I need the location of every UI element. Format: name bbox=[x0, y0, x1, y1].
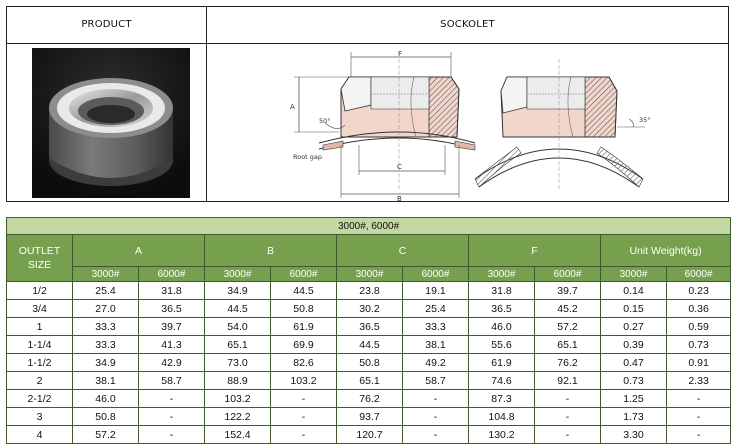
dimension-cell: 23.8 bbox=[337, 282, 403, 300]
dimension-cell: 0.73 bbox=[667, 336, 731, 354]
dimension-cell: 152.4 bbox=[205, 426, 271, 444]
dimension-cell: 36.5 bbox=[469, 300, 535, 318]
dimension-cell: 76.2 bbox=[337, 390, 403, 408]
right-section-view bbox=[475, 59, 651, 189]
dimension-cell: - bbox=[667, 390, 731, 408]
outlet-size-cell: 2-1/2 bbox=[7, 390, 73, 408]
header-divider bbox=[7, 43, 728, 44]
pressure-class-header: 6000# bbox=[667, 267, 731, 282]
dimension-cell: 36.5 bbox=[139, 300, 205, 318]
dimension-cell: 3.30 bbox=[601, 426, 667, 444]
dimension-cell: 0.14 bbox=[601, 282, 667, 300]
group-header: A bbox=[73, 235, 205, 267]
pressure-class-header: 3000# bbox=[337, 267, 403, 282]
dimension-cell: 19.1 bbox=[403, 282, 469, 300]
table-row bbox=[7, 354, 731, 372]
dimension-cell: 33.3 bbox=[73, 336, 139, 354]
dimension-cell: 31.8 bbox=[139, 282, 205, 300]
dimension-cell: 25.4 bbox=[73, 282, 139, 300]
dimension-cell: 49.2 bbox=[403, 354, 469, 372]
table-row bbox=[7, 408, 731, 426]
dimension-cell: 45.2 bbox=[535, 300, 601, 318]
group-header: Unit Weight(kg) bbox=[601, 235, 731, 267]
dim-label-f: F bbox=[398, 50, 403, 58]
table-row bbox=[7, 336, 731, 354]
dimension-cell: 104.8 bbox=[469, 408, 535, 426]
dimension-cell: 76.2 bbox=[535, 354, 601, 372]
dimension-cell: - bbox=[667, 408, 731, 426]
dimension-cell: - bbox=[535, 408, 601, 426]
sockolet-diagram bbox=[279, 49, 719, 204]
dimension-cell: 92.1 bbox=[535, 372, 601, 390]
dimension-cell: 103.2 bbox=[271, 372, 337, 390]
table-row bbox=[7, 282, 731, 300]
group-header: F bbox=[469, 235, 601, 267]
dimension-cell: 0.15 bbox=[601, 300, 667, 318]
dimension-cell: 65.1 bbox=[535, 336, 601, 354]
dimension-cell: 61.9 bbox=[469, 354, 535, 372]
dimension-cell: 41.3 bbox=[139, 336, 205, 354]
product-header: PRODUCT bbox=[81, 19, 132, 30]
dimension-cell: 120.7 bbox=[337, 426, 403, 444]
dimension-cell: 46.0 bbox=[469, 318, 535, 336]
dimension-cell: 88.9 bbox=[205, 372, 271, 390]
dimension-cell: 38.1 bbox=[73, 372, 139, 390]
outlet-size-header: OUTLET SIZE bbox=[7, 235, 73, 282]
dimension-cell: 39.7 bbox=[535, 282, 601, 300]
dimension-cell: - bbox=[139, 390, 205, 408]
pressure-class-header: 3000# bbox=[601, 267, 667, 282]
dimension-cell: 65.1 bbox=[337, 372, 403, 390]
dimension-cell: 27.0 bbox=[73, 300, 139, 318]
pressure-class-header: 6000# bbox=[139, 267, 205, 282]
dimension-cell: - bbox=[403, 390, 469, 408]
root-gap-label: Root gap bbox=[293, 153, 323, 161]
table-row bbox=[7, 390, 731, 408]
dimension-cell: 34.9 bbox=[205, 282, 271, 300]
dimension-cell: 25.4 bbox=[403, 300, 469, 318]
outlet-size-cell: 1-1/4 bbox=[7, 336, 73, 354]
outlet-size-cell: 4 bbox=[7, 426, 73, 444]
dimension-cell: 87.3 bbox=[469, 390, 535, 408]
outlet-size-cell: 1-1/2 bbox=[7, 354, 73, 372]
pressure-class-header: 6000# bbox=[403, 267, 469, 282]
dimension-cell: 33.3 bbox=[73, 318, 139, 336]
dimension-cell: 58.7 bbox=[139, 372, 205, 390]
dimension-cell: 0.47 bbox=[601, 354, 667, 372]
dimension-cell: 44.5 bbox=[337, 336, 403, 354]
angle-label-right: 35° bbox=[639, 116, 651, 124]
dimension-cell: - bbox=[139, 408, 205, 426]
sockolet-header: SOCKOLET bbox=[440, 19, 495, 30]
outlet-size-cell: 2 bbox=[7, 372, 73, 390]
pressure-class-header: 3000# bbox=[469, 267, 535, 282]
dimension-cell: 39.7 bbox=[139, 318, 205, 336]
dimension-cell: 82.6 bbox=[271, 354, 337, 372]
angle-label-left: 50° bbox=[319, 117, 331, 125]
dimension-cell: 55.6 bbox=[469, 336, 535, 354]
dimension-cell: 0.23 bbox=[667, 282, 731, 300]
group-header: B bbox=[205, 235, 337, 267]
dimension-cell: 73.0 bbox=[205, 354, 271, 372]
dimension-cell: 44.5 bbox=[205, 300, 271, 318]
dimension-cell: 36.5 bbox=[337, 318, 403, 336]
dimension-cell: 103.2 bbox=[205, 390, 271, 408]
dimension-cell: - bbox=[535, 426, 601, 444]
outlet-size-cell: 1 bbox=[7, 318, 73, 336]
pressure-class-header: 6000# bbox=[271, 267, 337, 282]
dimension-cell: 31.8 bbox=[469, 282, 535, 300]
product-table bbox=[6, 6, 729, 202]
dimension-cell: 34.9 bbox=[73, 354, 139, 372]
dimension-cell: 2.33 bbox=[667, 372, 731, 390]
dimension-cell: 65.1 bbox=[205, 336, 271, 354]
pressure-class-header: 6000# bbox=[535, 267, 601, 282]
dimension-cell: 33.3 bbox=[403, 318, 469, 336]
dimension-cell: 44.5 bbox=[271, 282, 337, 300]
dimension-cell: 93.7 bbox=[337, 408, 403, 426]
dimension-cell: 122.2 bbox=[205, 408, 271, 426]
dimension-cell: 54.0 bbox=[205, 318, 271, 336]
dimension-cell: 30.2 bbox=[337, 300, 403, 318]
table-row bbox=[7, 426, 731, 444]
dimension-table bbox=[6, 217, 731, 444]
dimension-cell: 50.8 bbox=[271, 300, 337, 318]
outlet-size-cell: 3 bbox=[7, 408, 73, 426]
dimension-cell: - bbox=[271, 390, 337, 408]
dimension-cell: - bbox=[403, 408, 469, 426]
dimension-cell: 1.73 bbox=[601, 408, 667, 426]
dimension-cell: 0.73 bbox=[601, 372, 667, 390]
pressure-class-header: 3000# bbox=[73, 267, 139, 282]
dimension-cell: 58.7 bbox=[403, 372, 469, 390]
table-row bbox=[7, 300, 731, 318]
pressure-class-header: 3000# bbox=[205, 267, 271, 282]
dim-label-a: A bbox=[290, 103, 295, 111]
dimension-cell: 46.0 bbox=[73, 390, 139, 408]
left-section-view bbox=[290, 50, 475, 203]
dimension-cell: - bbox=[535, 390, 601, 408]
dimension-cell: 0.39 bbox=[601, 336, 667, 354]
group-header: C bbox=[337, 235, 469, 267]
table-row bbox=[7, 318, 731, 336]
dimension-cell: - bbox=[271, 408, 337, 426]
dimension-cell: 0.91 bbox=[667, 354, 731, 372]
dimension-cell: 130.2 bbox=[469, 426, 535, 444]
outlet-size-cell: 1/2 bbox=[7, 282, 73, 300]
dimension-cell: 50.8 bbox=[337, 354, 403, 372]
dimension-cell: 0.27 bbox=[601, 318, 667, 336]
sockolet-photo bbox=[32, 48, 190, 198]
dimension-cell: 42.9 bbox=[139, 354, 205, 372]
dimension-cell: - bbox=[403, 426, 469, 444]
dimension-cell: 74.6 bbox=[469, 372, 535, 390]
dimension-cell: 0.36 bbox=[667, 300, 731, 318]
dimension-cell: 1.25 bbox=[601, 390, 667, 408]
dimension-cell: - bbox=[139, 426, 205, 444]
dimension-cell: 57.2 bbox=[73, 426, 139, 444]
dimension-cell: 0.59 bbox=[667, 318, 731, 336]
dim-label-b: B bbox=[397, 195, 402, 203]
dimension-cell: 50.8 bbox=[73, 408, 139, 426]
table-row bbox=[7, 372, 731, 390]
dimension-cell: - bbox=[271, 426, 337, 444]
dimension-cell: 38.1 bbox=[403, 336, 469, 354]
dimension-cell: 61.9 bbox=[271, 318, 337, 336]
dim-label-c: C bbox=[397, 163, 402, 171]
outlet-size-cell: 3/4 bbox=[7, 300, 73, 318]
table-title: 3000#, 6000# bbox=[7, 218, 731, 235]
dimension-cell: 69.9 bbox=[271, 336, 337, 354]
dimension-cell: - bbox=[667, 426, 731, 444]
dimension-cell: 57.2 bbox=[535, 318, 601, 336]
